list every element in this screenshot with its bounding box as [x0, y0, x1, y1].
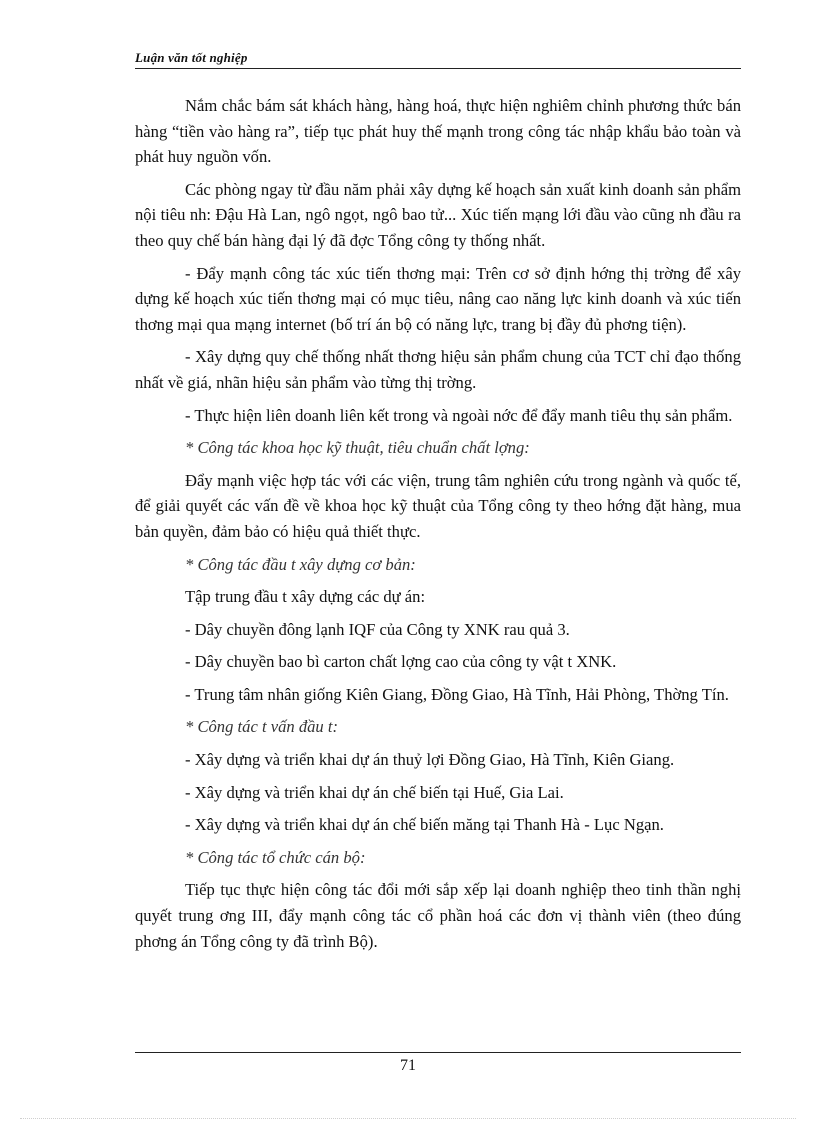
page-number: 71	[400, 1057, 416, 1074]
paragraph: - Xây dựng quy chế thống nhất thơng hiệu sản phẩm chung của TCT chỉ đạo thống nhất về giá, nhãn hiệu sản phẩm vào từng thị trờng.	[135, 347, 741, 392]
footer-divider	[135, 1052, 741, 1053]
section-heading: * Công tác đầu t xây dựng cơ bản:	[185, 554, 416, 574]
section-heading: * Công tác t vấn đầu t:	[185, 717, 339, 737]
paragraph: Tập trung đầu t xây dựng các dự án:	[185, 587, 426, 607]
paragraph: Đẩy mạnh việc hợp tác với các viện, trung tâm nghiên cứu trong ngành và quốc tế, để giải quyết các vấn đề về khoa học kỹ thuật của Tổng công ty theo hớng đặt hàng, mua bản quyền, đảm bảo có hiệu quả thiết thực.	[135, 470, 741, 541]
list-item: - Xây dựng và triển khai dự án chế biến măng tại Thanh Hà - Lục Ngạn.	[185, 815, 664, 835]
list-item: - Xây dựng và triển khai dự án chế biến tại Huế, Gia Lai.	[185, 782, 564, 802]
page-edge-divider	[20, 1118, 796, 1119]
list-item: - Dây chuyền bao bì carton chất lợng cao của công ty vật t XNK.	[185, 652, 617, 672]
section-heading: * Công tác tổ chức cán bộ:	[185, 847, 366, 867]
list-item: - Xây dựng và triển khai dự án thuỷ lợi Đồng Giao, Hà Tĩnh, Kiên Giang.	[185, 750, 675, 770]
paragraph: - Đẩy mạnh công tác xúc tiến thơng mại: Trên cơ sở định hớng thị trờng để xây dựng kế hoạch xúc tiến thơng mại có mục tiêu, nâng cao năng lực kinh doanh và xúc tiến thơng mại qua mạng internet (bố trí án bộ có năng lực, trang bị đầy đủ phơng tiện).	[135, 263, 741, 334]
list-item: - Trung tâm nhân giống Kiên Giang, Đồng Giao, Hà Tĩnh, Hải Phòng, Thờng Tín.	[185, 684, 729, 704]
paragraph: - Thực hiện liên doanh liên kết trong và ngoài nớc để đẩy manh tiêu thụ sản phẩm.	[185, 405, 733, 425]
paragraph: Nắm chắc bám sát khách hàng, hàng hoá, thực hiện nghiêm chỉnh phương thức bán hàng “tiền vào hàng ra”, tiếp tục phát huy thế mạnh trong công tác nhập khẩu bảo toàn và phát huy nguồn vốn.	[135, 96, 741, 167]
page-header	[135, 48, 741, 69]
paragraph: Tiếp tục thực hiện công tác đổi mới sắp xếp lại doanh nghiệp theo tinh thần nghị quyết trung ơng III, đẩy mạnh công tác cổ phần hoá các đơn vị thành viên (theo đúng phơng án Tổng công ty đã trình Bộ).	[135, 880, 741, 951]
header-title: Luận văn tốt nghiệp	[135, 50, 248, 65]
body-text	[135, 93, 741, 961]
paragraph: Các phòng ngay từ đầu năm phải xây dựng kế hoạch sản xuất kinh doanh sản phẩm nội tiêu nh: Đậu Hà Lan, ngô ngọt, ngô bao tử... Xúc tiến mạng lới đầu vào cũng nh đầu ra theo quy chế bán hàng đại lý đã đợc Tổng công ty thống nhất.	[135, 179, 741, 250]
section-heading: * Công tác khoa học kỹ thuật, tiêu chuẩn chất lợng:	[185, 438, 530, 458]
list-item: - Dây chuyền đông lạnh IQF của Công ty XNK rau quả 3.	[185, 619, 570, 639]
